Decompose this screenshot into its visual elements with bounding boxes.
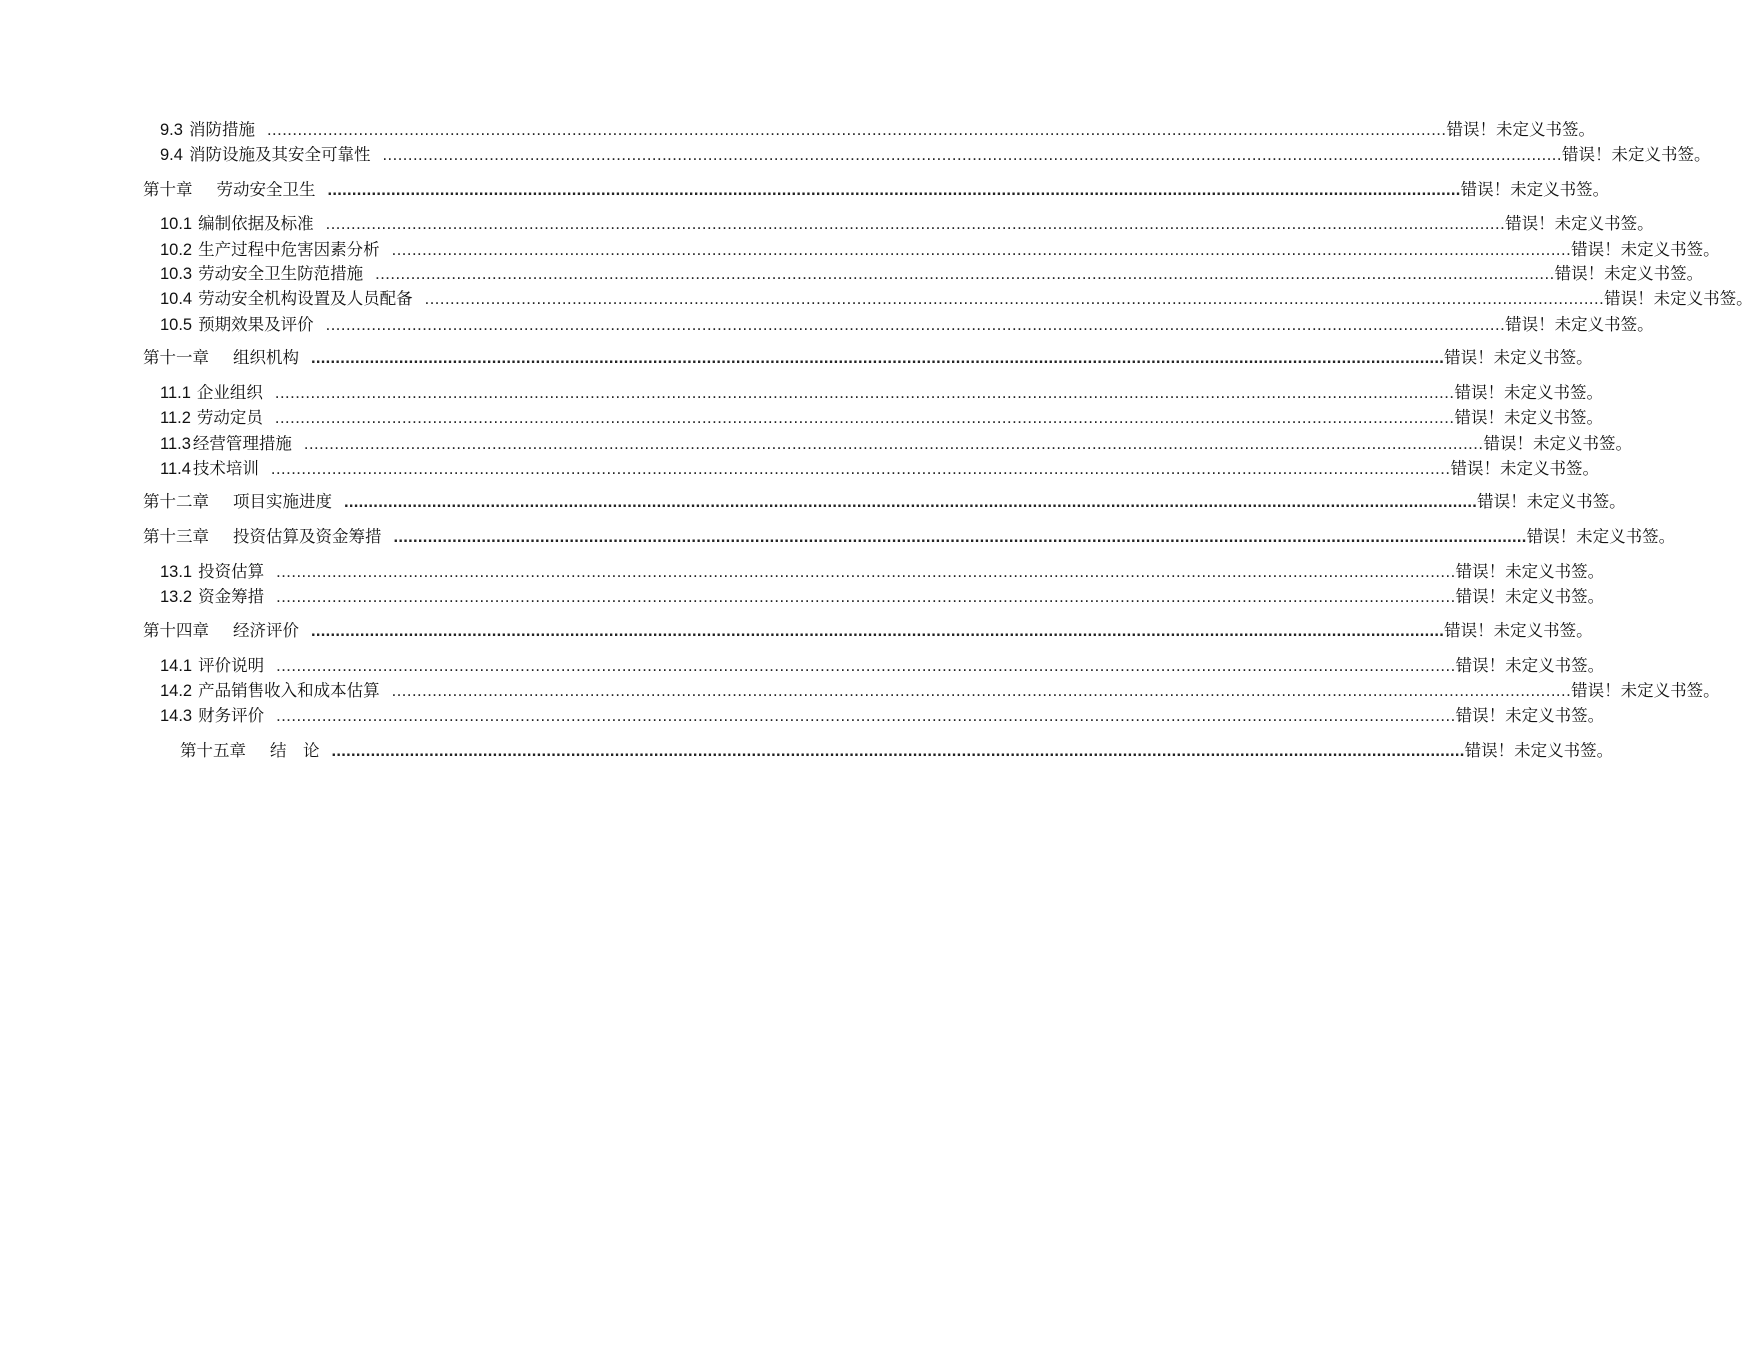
toc-entry-title: 消防设施及其安全可靠性 [188,145,371,164]
toc-entry-number: 10.3 [160,265,193,283]
toc-entry-number: 14.3 [160,707,193,725]
toc-dot-leader: ........................................................................................................................................................................................................................................ [375,265,1555,283]
toc-dot-leader: ........................................................................................................................................................................................................................................ [274,384,1455,402]
toc-entry-title: 项目实施进度 [233,492,332,511]
toc-entry-title: 经济评价 [233,621,299,640]
toc-page-reference: 错误！未定义书签。 [1554,264,1704,283]
toc-entry-number: 10.4 [160,290,193,308]
toc-section-entry[interactable] [160,263,1704,285]
toc-section-entry[interactable] [160,288,1753,310]
toc-section-entry[interactable] [160,382,1603,404]
toc-page-reference: 错误！未定义书签。 [1477,492,1626,511]
toc-page-reference: 错误！未定义书签。 [1444,348,1593,367]
toc-section-entry[interactable] [160,239,1720,261]
toc-section-entry[interactable] [160,586,1605,608]
toc-dot-leader: ........................................................................................................................................................................................................................................ [274,409,1455,427]
toc-dot-leader: ........................................................................................................................................................................................................................................ [391,241,1572,259]
toc-page-reference: 错误！未定义书签。 [1455,656,1605,675]
toc-chapter-entry[interactable] [143,620,1593,642]
toc-entry-number: 11.4 [160,460,191,478]
toc-entry-title: 编制依据及标准 [198,214,314,233]
toc-page-reference: 错误！未定义书签。 [1454,408,1603,427]
toc-entry-number: 11.2 [160,409,191,427]
toc-page-reference: 错误！未定义书签。 [1450,459,1599,478]
toc-entry-number: 11.1 [160,384,191,402]
toc-page-reference: 错误！未定义书签。 [1455,562,1605,581]
toc-entry-number: 9.4 [160,146,183,164]
toc-entry-number: 14.1 [160,657,193,675]
toc-entry-title: 组织机构 [233,348,299,367]
toc-section-entry[interactable] [160,705,1605,727]
toc-entry-title: 消防措施 [188,120,255,139]
toc-entry-title: 预期效果及评价 [198,315,314,334]
toc-entry-title: 劳动定员 [196,408,263,427]
toc-dot-leader: ........................................................................................................................................................................................................................................ [331,742,1465,760]
toc-section-entry[interactable] [160,433,1632,455]
toc-entry-title: 评价说明 [198,656,265,675]
toc-dot-leader: ........................................................................................................................................................................................................................................ [303,435,1484,453]
toc-dot-leader: ........................................................................................................................................................................................................................................ [266,121,1447,139]
toc-entry-title: 财务评价 [198,706,265,725]
toc-dot-leader: ........................................................................................................................................................................................................................................ [270,460,1451,478]
toc-dot-leader: ........................................................................................................................................................................................................................................ [424,290,1605,308]
toc-chapter-entry[interactable] [143,179,1610,201]
toc-entry-number: 10.5 [160,316,193,334]
toc-entry-number: 11.3 [160,435,191,453]
toc-entry-title: 投资估算及资金筹措 [233,527,382,546]
toc-page-reference: 错误！未定义书签。 [1455,587,1605,606]
toc-dot-leader: ........................................................................................................................................................................................................................................ [344,493,1478,511]
toc-entry-title: 劳动安全卫生 [216,180,316,199]
toc-page-reference: 错误！未定义书签。 [1561,145,1711,164]
toc-dot-leader: ........................................................................................................................................................................................................................................ [276,707,1456,725]
toc-dot-leader: ........................................................................................................................................................................................................................................ [382,146,1562,164]
toc-entry-number: 10.1 [160,215,193,233]
toc-section-entry[interactable] [160,680,1720,702]
toc-dot-leader: ........................................................................................................................................................................................................................................ [276,657,1456,675]
toc-entry-number: 10.2 [160,241,193,259]
toc-page-reference: 错误！未定义书签。 [1505,315,1654,334]
toc-page-reference: 错误！未定义书签。 [1446,120,1595,139]
toc-section-entry[interactable] [160,458,1599,480]
toc-dot-leader: ........................................................................................................................................................................................................................................ [325,316,1506,334]
toc-dot-leader: ........................................................................................................................................................................................................................................ [311,622,1445,640]
toc-entry-number: 13.1 [160,563,193,581]
toc-entry-number: 9.3 [160,121,183,139]
toc-section-entry[interactable] [160,407,1603,429]
toc-page-reference: 错误！未定义书签。 [1464,741,1614,760]
toc-dot-leader: ........................................................................................................................................................................................................................................ [325,215,1506,233]
toc-page-reference: 错误！未定义书签。 [1526,527,1676,546]
toc-page-reference: 错误！未定义书签。 [1455,706,1605,725]
toc-entry-number: 第十五章 [180,742,246,760]
toc-chapter-entry[interactable] [143,347,1593,369]
toc-chapter-entry[interactable] [143,526,1676,548]
toc-entry-number: 第十四章 [143,622,209,640]
toc-section-entry[interactable] [160,561,1605,583]
toc-entry-title: 生产过程中危害因素分析 [198,240,380,259]
toc-entry-title: 企业组织 [196,383,263,402]
toc-entry-number: 14.2 [160,682,193,700]
toc-page-reference: 错误！未定义书签。 [1505,214,1654,233]
toc-entry-number: 第十章 [143,181,193,199]
toc-chapter-entry[interactable] [143,491,1626,513]
toc-section-entry[interactable] [160,144,1711,166]
toc-entry-title: 资金筹措 [198,587,265,606]
toc-page-reference: 错误！未定义书签。 [1604,289,1753,308]
toc-dot-leader: ........................................................................................................................................................................................................................................ [276,588,1456,606]
toc-entry-number: 第十二章 [143,493,209,511]
toc-entry-number: 第十三章 [143,528,209,546]
toc-dot-leader: ........................................................................................................................................................................................................................................ [311,349,1445,367]
toc-chapter-entry[interactable] [180,740,1614,762]
toc-page-reference: 错误！未定义书签。 [1571,681,1720,700]
toc-entry-number: 13.2 [160,588,193,606]
toc-entry-title: 劳动安全卫生防范措施 [198,264,364,283]
toc-dot-leader: ........................................................................................................................................................................................................................................ [391,682,1572,700]
toc-section-entry[interactable] [160,213,1654,235]
toc-entry-title: 投资估算 [198,562,265,581]
toc-page-reference: 错误！未定义书签。 [1444,621,1593,640]
toc-page-reference: 错误！未定义书签。 [1460,180,1610,199]
toc-dot-leader: ........................................................................................................................................................................................................................................ [276,563,1456,581]
toc-entry-title: 技术培训 [192,459,259,478]
toc-section-entry[interactable] [160,119,1595,141]
toc-section-entry[interactable] [160,314,1654,336]
toc-entry-title: 经营管理措施 [192,434,292,453]
toc-page-reference: 错误！未定义书签。 [1483,434,1632,453]
toc-page-reference: 错误！未定义书签。 [1454,383,1603,402]
toc-entry-title: 结 论 [270,741,320,760]
toc-page-reference: 错误！未定义书签。 [1571,240,1720,259]
toc-entry-number: 第十一章 [143,349,209,367]
toc-entry-title: 产品销售收入和成本估算 [198,681,380,700]
toc-section-entry[interactable] [160,655,1605,677]
toc-dot-leader: ........................................................................................................................................................................................................................................ [393,528,1527,546]
toc-entry-title: 劳动安全机构设置及人员配备 [198,289,413,308]
toc-dot-leader: ........................................................................................................................................................................................................................................ [327,181,1461,199]
